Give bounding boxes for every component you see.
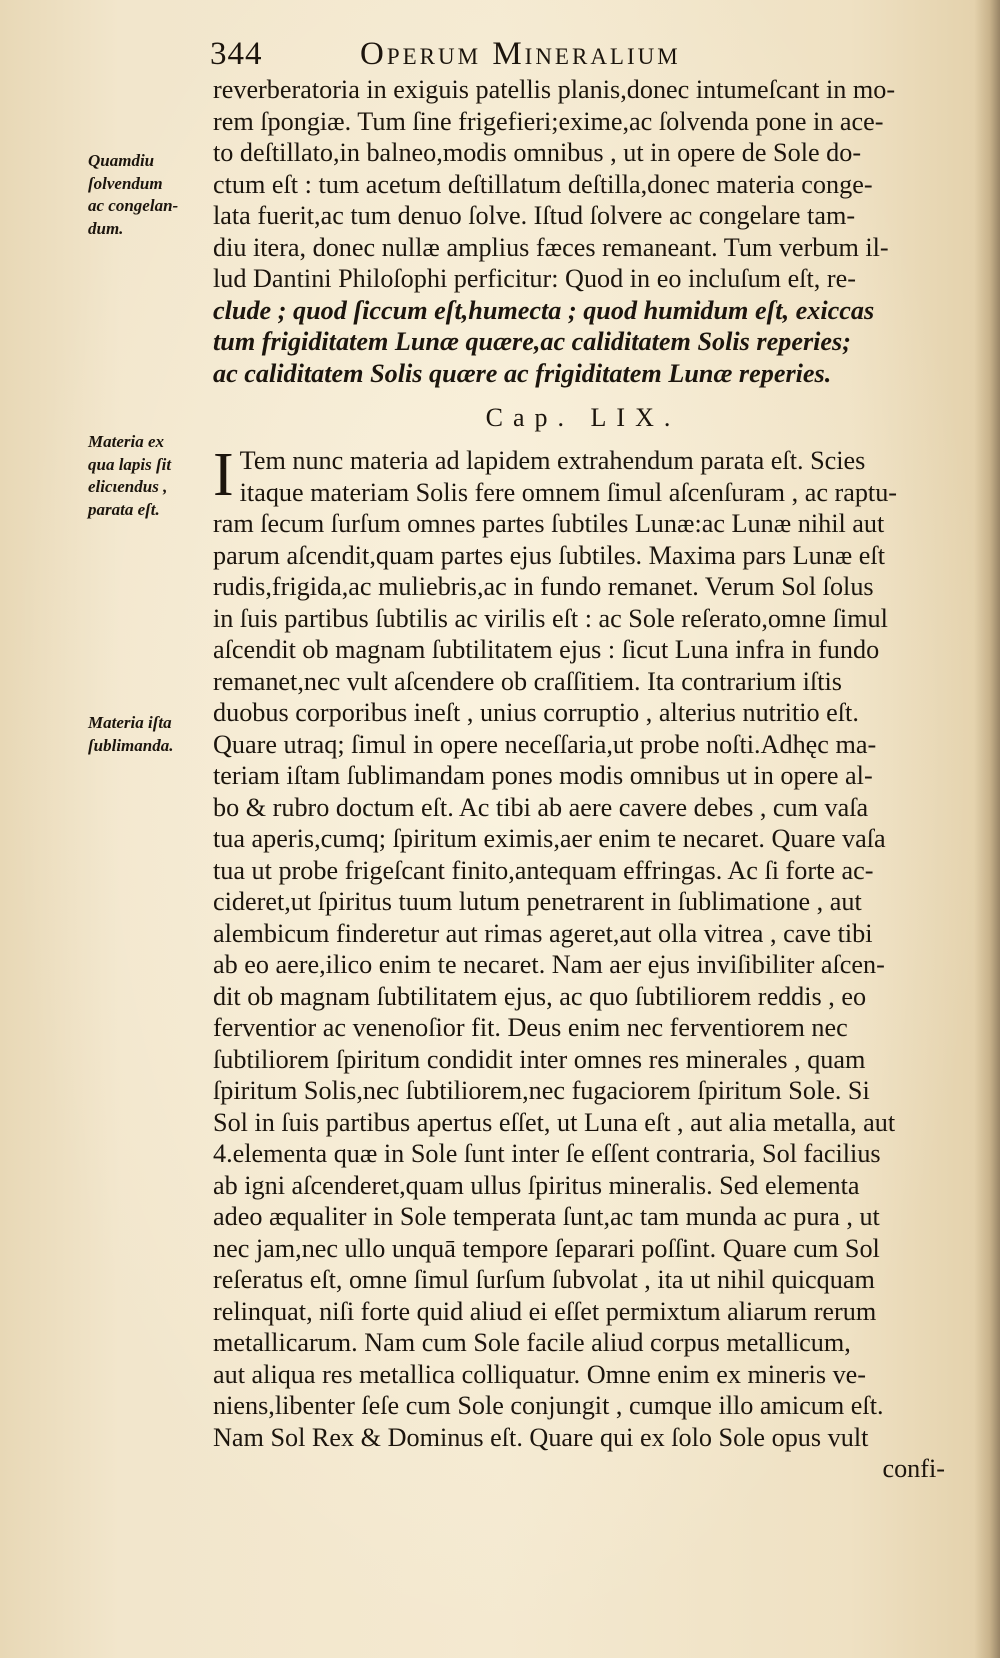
- margin-note-line: ſolvendum: [88, 173, 163, 193]
- text-line: aſcendit ob magnam ſubtilitatem ejus : ſicut Luna infra in fundo: [213, 635, 880, 664]
- text-line: ab igni aſcenderet,quam ullus ſpiritus mineralis. Sed elementa: [213, 1170, 860, 1200]
- text-line-italic: clude ; quod ſiccum eſt,humecta ; quod humidum eſt, exiccas: [213, 295, 875, 325]
- text-line: tua aperis,cumq; ſpiritum eximis,aer enim te necaret. Quare vaſa: [213, 824, 886, 853]
- text-line: tua ut probe frigeſcant finito,antequam effringas. Ac ſi forte ac-: [213, 855, 874, 885]
- page-edge-shadow: [974, 0, 1000, 1658]
- margin-note-line: ſublimanda.: [88, 735, 174, 755]
- margin-note-materia-ex: [88, 431, 208, 521]
- text-line: metallicarum. Nam cum Sole facile aliud corpus metallicum,: [213, 1328, 851, 1357]
- text-line: alembicum finderetur aut rimas ageret,aut olla vitrea , cave tibi: [213, 918, 873, 948]
- text-line: remanet,nec vult aſcendere ob craſſitiem. Ita contrarium iſtis: [213, 666, 842, 696]
- text-line: adeo æqualiter in Sole temperata ſunt,ac tam munda ac pura , ut: [213, 1202, 880, 1231]
- margin-note-line: Quamdiu: [88, 151, 155, 170]
- text-line: ſpiritum Solis,nec ſubtiliorem,nec fugaciorem ſpiritum Sole. Si: [213, 1076, 870, 1105]
- text-line: nec jam,nec ullo unquā tempore ſeparari poſſint. Quare cum Sol: [213, 1233, 880, 1263]
- text-line: Sol in ſuis partibus apertus eſſet, ut Luna eſt , aut alia metalla, aut: [213, 1107, 896, 1137]
- text-line: ferventior ac venenoſior fit. Deus enim nec ferventiorem nec: [213, 1013, 848, 1042]
- text-line: reſeratus eſt, omne ſimul ſurſum ſubvolat , ita ut nihil quicquam: [213, 1265, 875, 1294]
- text-line: bo & rubro doctum eſt. Ac tibi ab aere cavere debes , cum vaſa: [213, 792, 869, 822]
- margin-note-line: parata eſt.: [88, 499, 160, 519]
- running-head-title: Operum Mineralium: [360, 36, 681, 72]
- text-line: Nam Sol Rex & Dominus eſt. Quare qui ex ſolo Sole opus vult: [213, 1422, 869, 1452]
- text-line: diu itera, donec nullæ amplius fæces remaneant. Tum verbum il-: [213, 232, 889, 262]
- text-line: Tem nunc materia ad lapidem extrahendum parata eſt. Scies: [239, 446, 866, 475]
- text-line: rem ſpongiæ. Tum ſine frigefieri;exime,ac ſolvenda pone in ace-: [213, 106, 884, 136]
- main-text: [213, 74, 953, 1485]
- margin-note-materia-ista: [88, 712, 208, 757]
- chapter-heading: Cap. LIX.: [485, 403, 681, 432]
- margin-note-line: Materia ex: [88, 432, 165, 451]
- text-line: rudis,frigida,ac muliebris,ac in fundo remanet. Verum Sol ſolus: [213, 572, 874, 601]
- margin-note-line: qua lapis ſit: [88, 454, 172, 474]
- text-line: dit ob magnam ſubtilitatem ejus, ac quo ſubtiliorem reddis , eo: [213, 981, 867, 1011]
- margin-note-line: elicιendus ,: [88, 477, 168, 496]
- text-line: lata fuerit,ac tum denuo ſolve. Iſtud ſolvere ac congelare tam-: [213, 201, 856, 230]
- text-line: teriam iſtam ſublimandam pones modis omnibus ut in opere al-: [213, 761, 873, 790]
- text-line: reverberatoria in exiguis patellis planis,donec intumeſcant in mo-: [213, 75, 896, 104]
- text-line: niens,libenter ſeſe cum Sole conjungit , cumque illo amicum eſt.: [213, 1391, 884, 1420]
- text-line: Quare utraq; ſimul in opere neceſſaria,ut probe noſti.Adhęc ma-: [213, 729, 877, 759]
- text-line: parum aſcendit,quam partes ejus ſubtiles. Maxima pars Lunæ eſt: [213, 540, 885, 570]
- text-line: ſubtiliorem ſpiritum condidit inter omnes res minerales , quam: [213, 1044, 866, 1074]
- text-line-italic: tum frigiditatem Lunæ quære,ac caliditatem Solis reperies;: [213, 327, 851, 356]
- page-number: 344: [210, 36, 263, 72]
- drop-cap: I: [213, 441, 234, 509]
- text-line: ctum eſt : tum acetum deſtillatum deſtilla,donec materia conge-: [213, 169, 873, 199]
- margin-note-line: ac congelan-: [88, 196, 179, 215]
- margin-note-line: Materia iſta: [88, 713, 172, 732]
- text-line: duobus corporibus ineſt , unius corruptio , alterius nutritio eſt.: [213, 698, 859, 727]
- text-line: ab eo aere,ilico enim te necaret. Nam aer ejus inviſibiliter aſcen-: [213, 950, 885, 979]
- text-line: to deſtillato,in balneo,modis omnibus , ut in opere de Sole do-: [213, 138, 862, 167]
- margin-note-line: dum.: [88, 218, 124, 238]
- text-line: itaque materiam Solis fere omnem ſimul aſcenſuram , ac raptu-: [239, 477, 898, 507]
- text-line: 4.elementa quæ in Sole ſunt inter ſe eſſent contraria, Sol facilius: [213, 1139, 881, 1168]
- text-line: in ſuis partibus ſubtilis ac virilis eſt : ac Sole reſerato,omne ſimul: [213, 603, 888, 633]
- text-line: ram ſecum ſurſum omnes partes ſubtiles Lunæ:ac Lunæ nihil aut: [213, 509, 885, 538]
- catchword: confi-: [882, 1454, 945, 1483]
- text-line: lud Dantini Philoſophi perficitur: Quod in eo incluſum eſt, re-: [213, 264, 856, 293]
- text-line-italic: ac caliditatem Solis quære ac frigiditatem Lunæ reperies.: [213, 358, 832, 388]
- text-line: cideret,ut ſpiritus tuum lutum penetrarent in ſublimatione , aut: [213, 887, 862, 916]
- text-line: relinquat, niſi forte quid aliud ei eſſet permixtum aliarum rerum: [213, 1296, 877, 1326]
- margin-note-quamdiu: [88, 150, 208, 240]
- text-line: aut aliqua res metallica colliquatur. Omne enim ex mineris ve-: [213, 1359, 867, 1389]
